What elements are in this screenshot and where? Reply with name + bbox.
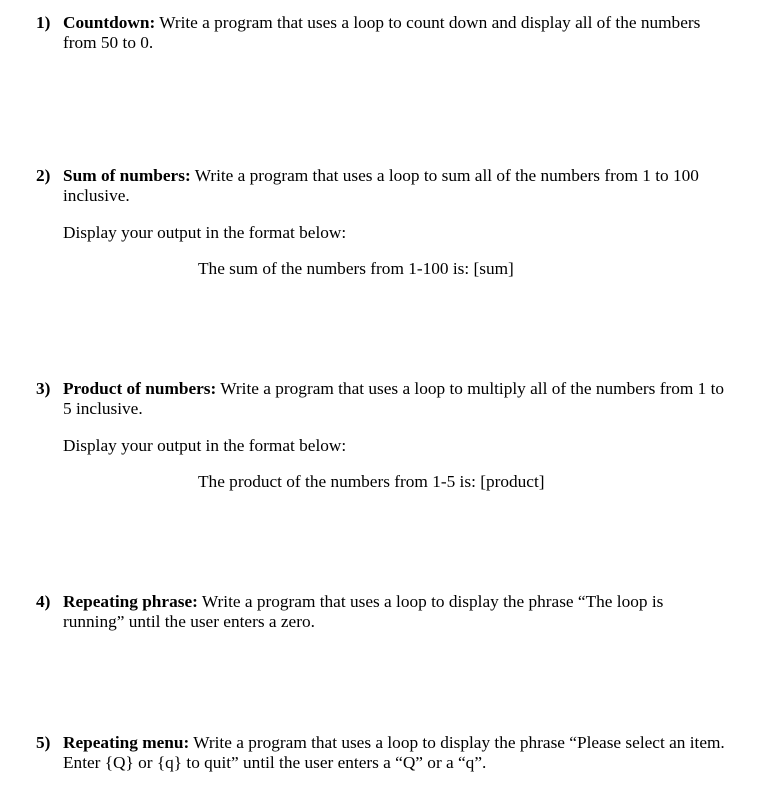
exercise-4-text: Write a program that uses a loop to display the phrase “The loop is (197, 592, 664, 611)
exercise-2-number: 2) (36, 166, 51, 185)
exercise-1-first-line (36, 13, 761, 33)
exercise-5-text: Write a program that uses a loop to display the phrase “Please select an item. (189, 733, 725, 752)
exercise-2-first-line (36, 166, 761, 186)
exercise-1-number: 1) (36, 13, 51, 32)
exercise-5-text-continued: Enter {Q} or {q} to quit” until the user enters a “Q” or a “q”. (63, 753, 487, 772)
exercise-1-title: Countdown: (63, 13, 156, 32)
exercise-3-format-intro: Display your output in the format below: (63, 436, 347, 455)
exercise-5-number: 5) (36, 733, 51, 752)
exercise-4-number: 4) (36, 592, 51, 611)
exercise-3-title: Product of numbers: (63, 379, 217, 398)
exercise-2-text: Write a program that uses a loop to sum all of the numbers from 1 to 100 (190, 166, 699, 185)
exercise-3-format-example: The product of the numbers from 1-5 is: [product] (198, 472, 545, 491)
exercise-1-text-continued: from 50 to 0. (63, 33, 154, 52)
exercise-4-first-line (36, 592, 761, 612)
exercise-3 (36, 379, 761, 419)
exercise-3-text-continued: 5 inclusive. (63, 399, 143, 418)
exercise-2-text-continued: inclusive. (63, 186, 130, 205)
exercise-2-title: Sum of numbers: (63, 166, 191, 185)
exercise-2-format-example: The sum of the numbers from 1-100 is: [sum] (198, 259, 514, 278)
exercise-4 (36, 592, 761, 632)
exercise-5 (36, 733, 761, 773)
exercise-2 (36, 166, 761, 206)
exercise-4-title: Repeating phrase: (63, 592, 198, 611)
exercise-5-first-line (36, 733, 761, 753)
exercise-3-number: 3) (36, 379, 51, 398)
exercise-2-format-intro: Display your output in the format below: (63, 223, 347, 242)
exercise-1 (36, 13, 761, 53)
exercise-4-text-continued: running” until the user enters a zero. (63, 612, 315, 631)
exercise-3-first-line (36, 379, 761, 399)
exercise-1-text: Write a program that uses a loop to count down and display all of the numbers (155, 13, 701, 32)
exercise-5-title: Repeating menu: (63, 733, 190, 752)
exercise-3-text: Write a program that uses a loop to multiply all of the numbers from 1 to (216, 379, 725, 398)
